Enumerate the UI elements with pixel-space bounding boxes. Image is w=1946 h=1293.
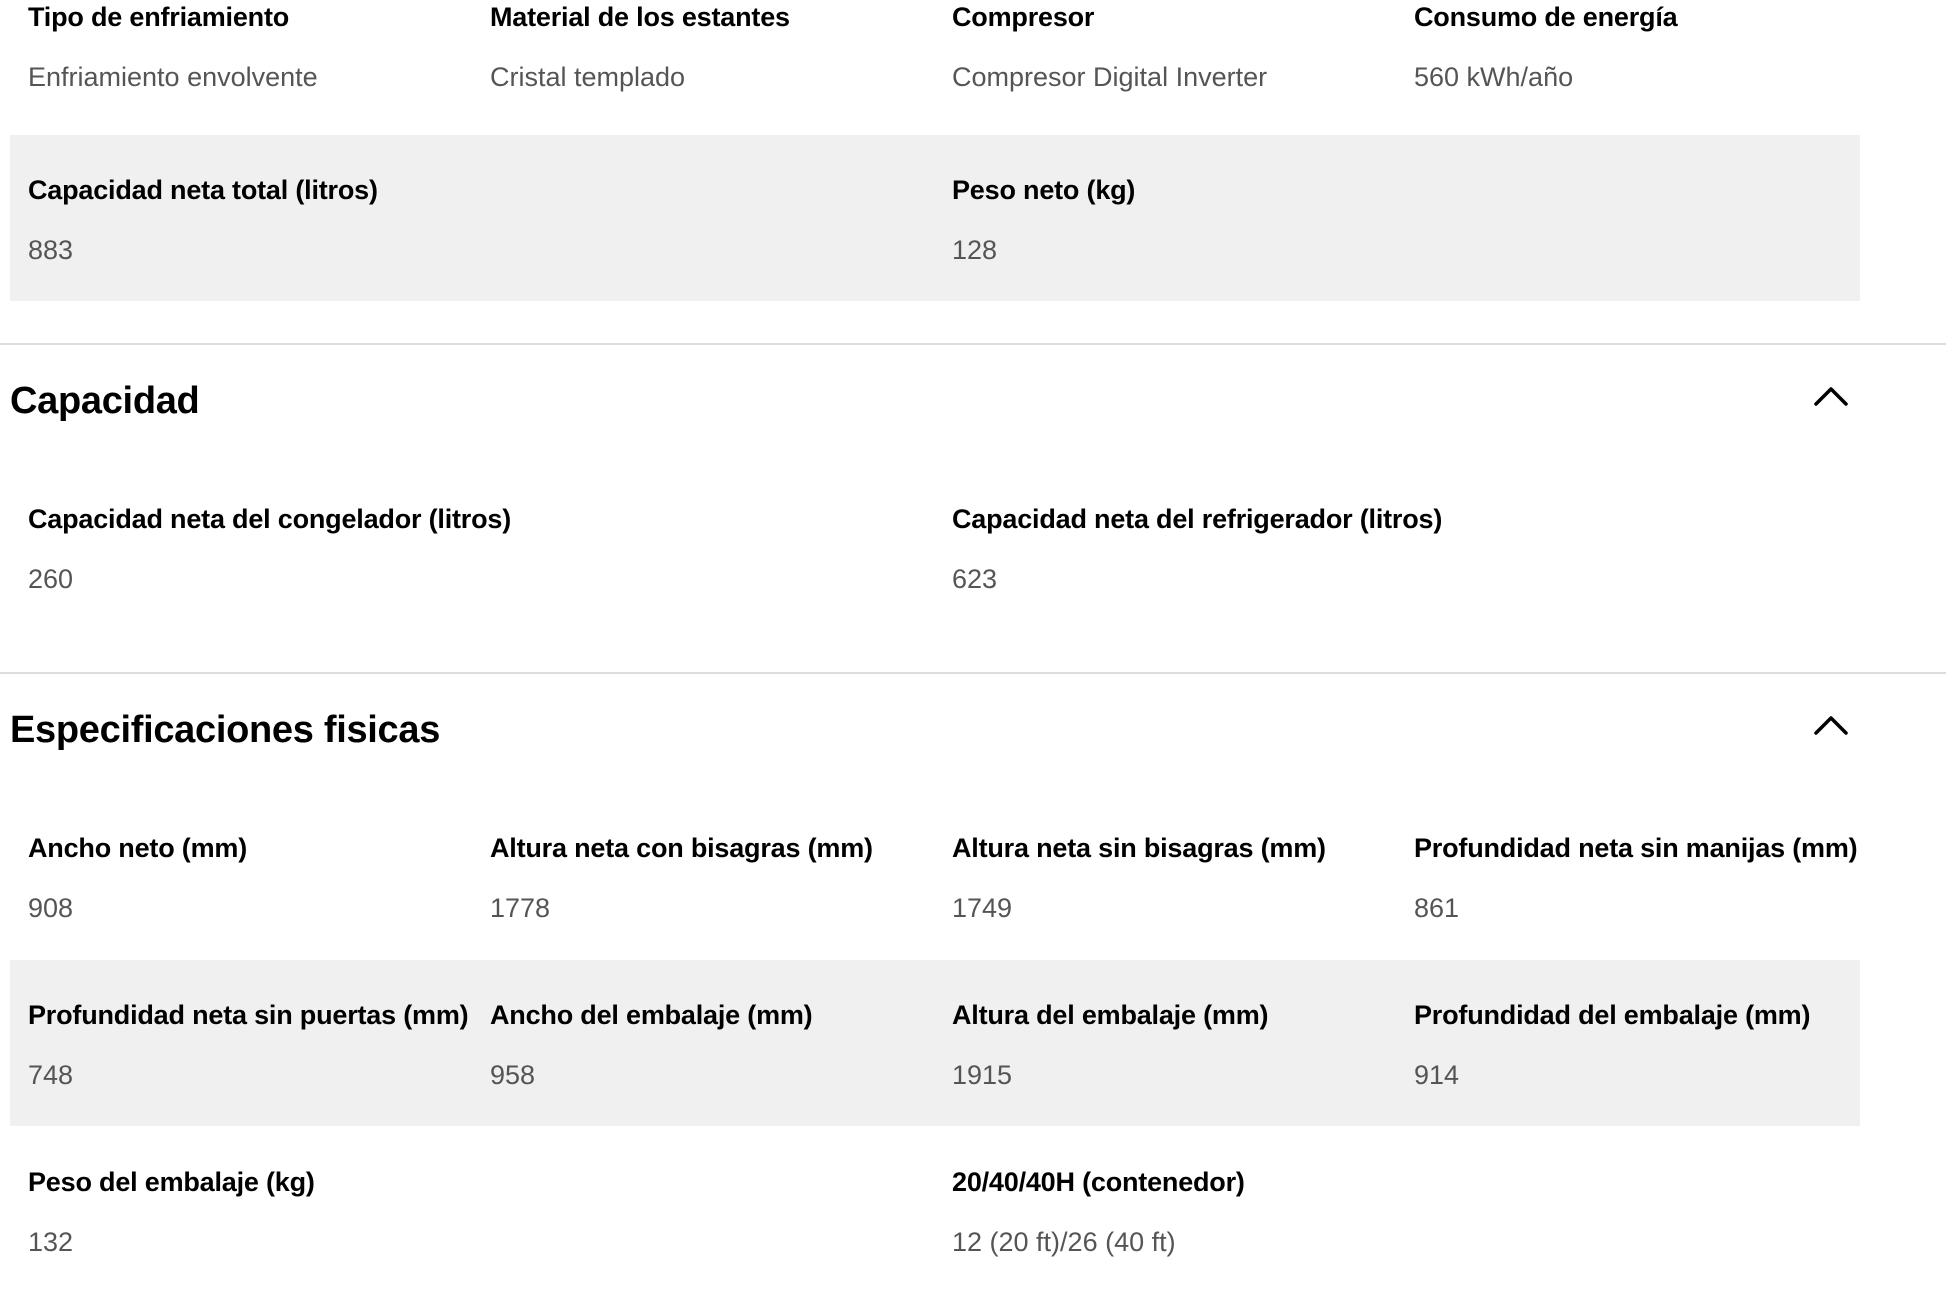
spec-label: Peso del embalaje (kg) [28,1167,315,1197]
spec-value: 861 [1414,893,1460,923]
spec-row [10,960,1860,1126]
spec-value: 958 [490,1060,536,1090]
spec-value: Enfriamiento envolvente [28,62,318,92]
spec-row [10,464,1860,630]
spec-value: 908 [28,893,74,923]
chevron-up-icon[interactable] [1810,705,1852,747]
chevron-up-icon[interactable] [1810,376,1852,418]
spec-label: Tipo de enfriamiento [28,2,290,32]
spec-value: Cristal templado [490,62,686,92]
spec-row [10,793,1860,959]
spec-label: Altura del embalaje (mm) [952,1000,1269,1030]
spec-value: 623 [952,564,998,594]
spec-label: Profundidad neta sin manijas (mm) [1414,833,1858,863]
spec-value: 748 [28,1060,74,1090]
spec-value: 914 [1414,1060,1460,1090]
spec-label: Altura neta con bisagras (mm) [490,833,873,863]
spec-value: 260 [28,564,74,594]
spec-label: Capacidad neta del congelador (litros) [28,504,511,534]
spec-value: 560 kWh/año [1414,62,1574,92]
spec-label: Consumo de energía [1414,2,1678,32]
spec-label: Profundidad del embalaje (mm) [1414,1000,1811,1030]
spec-label: Capacidad neta del refrigerador (litros) [952,504,1443,534]
spec-row [10,1127,1860,1293]
section-divider [0,343,1946,345]
spec-label: 20/40/40H (contenedor) [952,1167,1245,1197]
spec-label: Ancho neto (mm) [28,833,247,863]
spec-label: Peso neto (kg) [952,175,1136,205]
section-divider [0,672,1946,674]
spec-value: 1915 [952,1060,1013,1090]
spec-label: Ancho del embalaje (mm) [490,1000,813,1030]
spec-label: Compresor [952,2,1095,32]
spec-label: Altura neta sin bisagras (mm) [952,833,1326,863]
spec-value: 883 [28,235,74,265]
spec-label: Capacidad neta total (litros) [28,175,378,205]
spec-value: 128 [952,235,998,265]
spec-label: Profundidad neta sin puertas (mm) [28,1000,469,1030]
section-title: Especificaciones fisicas [10,709,441,751]
spec-value: Compresor Digital Inverter [952,62,1268,92]
spec-row [10,135,1860,301]
spec-label: Material de los estantes [490,2,790,32]
spec-value: 1778 [490,893,551,923]
spec-value: 132 [28,1227,74,1257]
spec-value: 1749 [952,893,1013,923]
spec-value: 12 (20 ft)/26 (40 ft) [952,1227,1176,1257]
section-title: Capacidad [10,380,200,422]
